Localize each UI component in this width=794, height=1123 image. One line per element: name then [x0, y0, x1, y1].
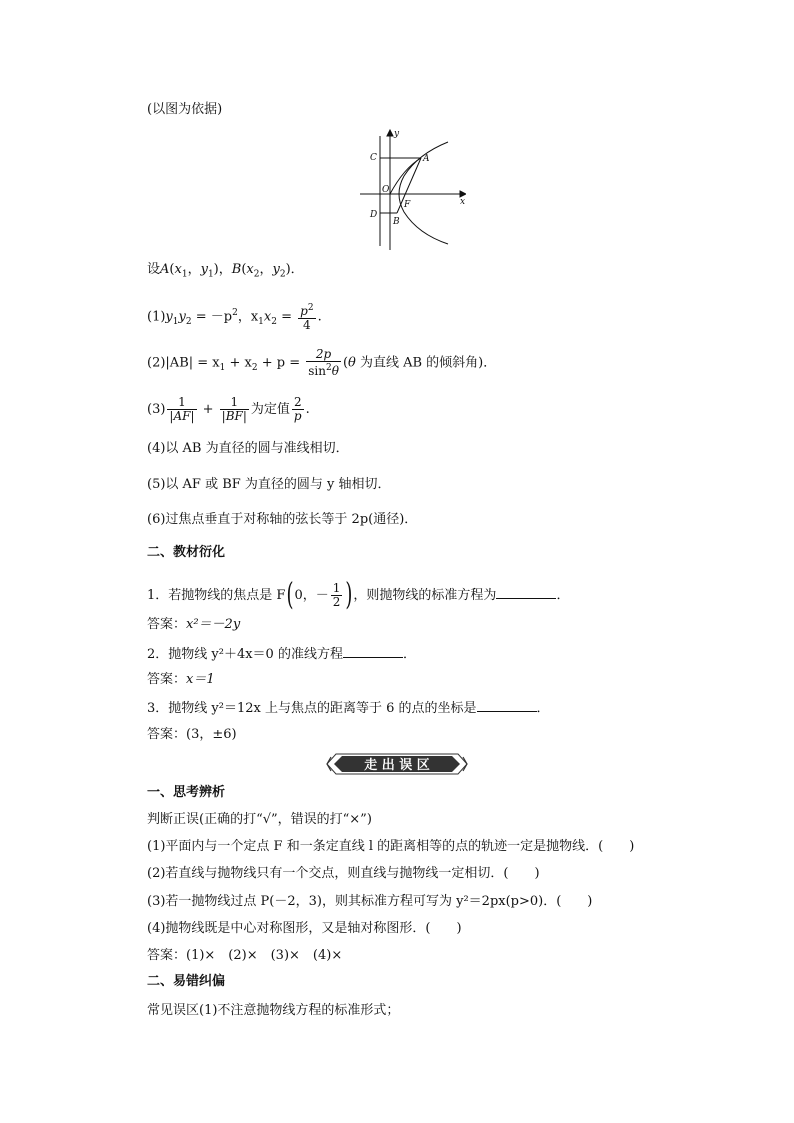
y-axis-arrow: [387, 130, 393, 136]
question-1: 1．若抛物线的焦点是 F(0，－ $\frac{1}{2}$ )，则抛物线的标准方程为 ．: [147, 576, 570, 613]
property-3: (3) $\frac{1}{|AF|}$ + $\frac{1}{|BF|}$ 为定值 $\frac{2}{p}$ .: [147, 395, 310, 423]
figure-caption: (以图为依据): [147, 102, 223, 117]
answer-blank-2[interactable]: [343, 645, 403, 658]
section-heading-textbook: 二、教材衍化: [147, 545, 226, 560]
judge-item-3: (3)若一抛物线过点 P(－2，3)，则其标准方程可写为 y²＝2px(p>0)．( ): [147, 894, 593, 909]
label-d: D: [370, 210, 378, 220]
label-x: x: [460, 197, 466, 207]
setup-line: 设$A(x_1$，$y_1$)，$B(x_2$，$y_2$)．: [147, 262, 304, 280]
banner-text: 走 出 误 区: [364, 758, 430, 773]
section-banner: [326, 753, 468, 775]
judge-intro: 判断正误(正确的打“√”，错误的打“×”): [147, 812, 372, 827]
property-5: (5)以 AF 或 BF 为直径的圆与 y 轴相切．: [147, 477, 391, 492]
property-4: (4)以 AB 为直径的圆与准线相切．: [147, 441, 349, 456]
answer-blank-1[interactable]: [496, 586, 556, 599]
label-f: F: [404, 200, 411, 210]
question-3: 3．抛物线 y²＝12x 上与焦点的距离等于 6 的点的坐标是 ．: [147, 701, 550, 716]
judge-item-2: (2)若直线与抛物线只有一个交点，则直线与抛物线一定相切．( ): [147, 866, 540, 881]
answer-3: 答案：(3，±6): [147, 727, 237, 742]
judge-answer: 答案：(1)× (2)× (3)× (4)×: [147, 948, 343, 963]
property-6: (6)过焦点垂直于对称轴的弦长等于 2p(通径)．: [147, 512, 418, 527]
section-heading-reflection: 一、思考辨析: [147, 785, 226, 800]
judge-item-4: (4)抛物线既是中心对称图形，又是轴对称图形．( ): [147, 921, 462, 936]
label-y: y: [394, 129, 400, 139]
answer-blank-3[interactable]: [477, 699, 537, 712]
label-o: O: [382, 185, 390, 195]
property-2: $(2)|AB| = x_1 + x_2 + p$ = $\frac{2p}{\sin^2\theta}$ (θ 为直线 AB 的倾斜角)．: [147, 347, 497, 378]
answer-2: 答案：x＝1: [147, 672, 215, 687]
curve-oa: [390, 158, 421, 194]
question-2: 2．抛物线 y²＋4x＝0 的准线方程 ．: [147, 647, 416, 662]
label-a: A: [423, 154, 430, 164]
label-b: B: [393, 217, 400, 227]
parabola-figure: [360, 128, 466, 250]
judge-item-1: (1)平面内与一个定点 F 和一条定直线 l 的距离相等的点的轨迹一定是抛物线．( ): [147, 839, 635, 854]
property-1: $(1)y_1y_2 = -p^2$，$x_1x_2$ = $\frac{p^2}{4}$ .: [147, 303, 322, 332]
label-c: C: [370, 153, 377, 163]
common-mistake: 常见误区(1)不注意抛物线方程的标准形式；: [147, 1003, 400, 1018]
section-heading-mistakes: 二、易错纠偏: [147, 974, 226, 989]
answer-1: 答案：x²＝－2y: [147, 617, 241, 632]
